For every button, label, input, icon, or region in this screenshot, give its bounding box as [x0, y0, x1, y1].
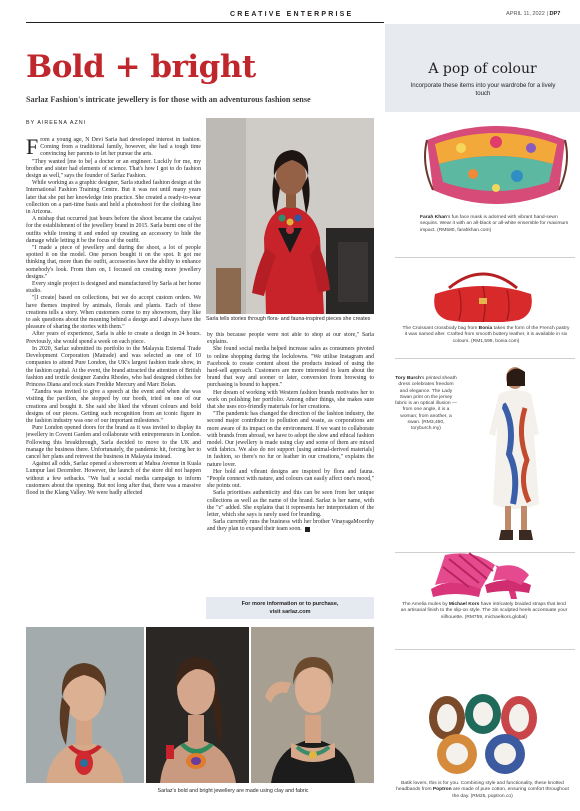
hero-photo	[206, 118, 374, 314]
article-paragraph: Against all odds, Sarlaz opened a showroom at Mahsa Avenue in Kuala Lumpur last December. However, the launch of the store did not happen without a few setbacks. "We had a social media campaign to inform customers about the opening. But not long after that, there was a massive flood in the Klang Valley. We were badly affected	[26, 461, 201, 496]
article-paragraph: "Zandra was invited to give a speech at the event and when she was visiting the pavilion, she stopped by our booth, tried on one of our creations and bought it. She said she liked the vibrant colours and bold designs of our pieces. Getting such recognition from an iconic figure in the fashion industry was one of our important milestones."	[26, 389, 201, 424]
article-paragraph: A mishap that occurred just hours before the shoot became the catalyst for the establishment of the jewellery brand in 2015. Sarla burnt one of the outfits while ironing it and ended up creating an accessory to hide the damage while letting it be the focus of the outfit.	[26, 216, 201, 244]
article-paragraph: Her bold and vibrant designs are inspired by flora and fauna. "People connect with nature, and colours can easily affect one's mood," she points out.	[207, 468, 374, 490]
sidebar	[385, 24, 580, 811]
info-line-1: For more information or to purchase,	[241, 601, 339, 607]
sheath-dress-image	[469, 364, 569, 544]
article-paragraph: In 2020, Sarlaz submitted its portfolio to the Malaysia External Trade Development Corporation (Matrade) and was selected as one of 10 companies to attend Pure London, the UK's largest fashion trade show, in the fashion capital. At the event, the brand attracted the attention of British fashion and textile designer Zandra Rhodes, who had designed clothes for Princess Diana and rock stars Freddie Mercury and Marc Bolan.	[26, 345, 201, 388]
article-paragraph: "The pandemic has changed the direction of the fashion industry, the second major contributor to pollution and waste, as corporations are more aware of its impact on the environment. If we want to collaborate with brands from abroad, we have to adopt the slow and ethical fashion model. Our jewellery is made using clay and some of them are mixed with fabrics. We also do not support [using animal-derived materials] in fashion, so there's no fur or leather in our creations," explains the nature lover.	[207, 411, 374, 468]
article-column-2	[207, 332, 374, 588]
issue-date: APRIL 11, 2022	[506, 11, 545, 17]
article-paragraph: Her dream of working with Western fashion brands motivates her to work on polishing her portfolio. Among other things, she makes sure that she uses eco-friendly materials for her creations.	[207, 389, 374, 411]
article-paragraph: "They wanted [me to be] a doctor or an engineer. Luckily for me, my brother and sister had elements of science. That's how I got to do fashion design as well," says the founder of Sarlaz Fashion.	[26, 158, 201, 180]
sidebar-divider	[395, 358, 575, 359]
croissant-bag-caption: The Croissant crossbody bag from Bonia takes the form of the French pastry it was named after. Crafted from smooth buttery leather, it is available in six colours. (RM1,599, bonia.com)	[402, 326, 570, 344]
amelia-mules-image	[425, 545, 537, 601]
article-paragraph: From a young age, N Devi Sarla had developed interest in fashion. Coming from a traditional family, however, she had a tough time convincing her parents to let her pursue the arts.	[26, 137, 201, 159]
sidebar-title: A pop of colour	[428, 61, 537, 77]
section-title: CREATIVE ENTERPRISE	[230, 11, 354, 18]
page-meta	[506, 11, 560, 17]
amelia-mules-caption: The Amelia mules by Michael Kors have intricately braided straps that lend an artisanal finish to the slip-on style. The 3in sculpted heels accentuate your silhouette. (RM759, michaelkors.global)	[400, 602, 568, 620]
brand-name: Tory Burch	[395, 376, 421, 381]
brand-name: Poptron	[432, 787, 452, 793]
face-mask-image	[421, 118, 571, 212]
meta-separator: |	[546, 11, 548, 17]
standfirst: Sarlaz Fashion's intricate jewellery is for those with an adventurous fashion sense	[26, 95, 311, 104]
sidebar-divider	[395, 649, 575, 650]
article-paragraph: Sarla currently runs the business with her brother VinayagaMoorthy and they plan to expand their team soon.	[207, 519, 374, 533]
batik-headbands-image	[427, 694, 539, 776]
article-paragraph: She found social media helped increase sales as consumers pivoted to online shopping during the lockdowns. "We utilise Instagram and Facebook to create content about the products instead of using the hard-sell approach. Customers are more interested to learn about the brand that way and sooner or later, conversion from browsing to purchasing is bound to happen."	[207, 346, 374, 389]
sidebar-divider	[395, 257, 575, 258]
byline: BY AIREENA AZNI	[26, 120, 87, 126]
article-paragraph: Every single project is designed and manufactured by Sarla at her home studio.	[26, 281, 201, 295]
hero-caption: Sarla tells stories through flora- and fauna-inspired pieces she creates	[206, 316, 371, 322]
article-paragraph: by this because people were not able to shop at our store," Sarla explains.	[207, 332, 374, 346]
article-column-1	[26, 137, 201, 633]
batik-headbands-caption: Batik lovers, this is for you. Combining style and functionality, these knotted headbands from Poptron are made of pure cotton, ensuring comfort throughout the day. (RM25, poptron.co)	[396, 781, 569, 799]
header-rule	[26, 22, 384, 23]
page-header	[0, 0, 580, 22]
article-paragraph: Pure London opened doors for the brand as it was invited to display its jewellery in Covent Garden and collaborate with entrepreneurs in London. Following this breakthrough, Sarla decided to move to the UK and manage the business there. Unfortunately, the pandemic hit, forcing her to cancel her plans and reinvest the business in Malaysia instead.	[26, 425, 201, 460]
brand-name: Bonia	[478, 326, 493, 331]
sidebar-subtitle: Incorporate these items into your wardrobe for a lively touch	[410, 82, 556, 98]
article-paragraph: "I made a piece of jewellery and during the shoot, a lot of people spotted it on the model. One person bought it on the spot. It got me thinking that, more than the outfit, accessories have the ability to enhance somebody's look. From then on, I focused on creating more jewellery designs."	[26, 245, 201, 280]
drop-cap: F	[26, 137, 39, 159]
info-link: visit sarlaz.com	[269, 609, 311, 615]
article-paragraph: After years of experience, Sarla is able to create a design in 24 hours. Previously, she would spend a week on each piece.	[26, 331, 201, 345]
page-number: DP7	[549, 11, 561, 17]
article-paragraph: "[I create] based on collections, but we do accept custom orders. We have themes inspired by animals, florals and plants. Each of these creations tells a story. When customers come to my showroom, they like to ask questions about the meaning behind a design and I always have the pleasure of sharing the stories with them."	[26, 295, 201, 331]
model-photo-left	[26, 627, 144, 783]
brand-name: Farah Khan	[420, 215, 447, 220]
model-photo-mid	[146, 627, 249, 783]
croissant-bag-image	[429, 270, 537, 322]
model-photo-right	[251, 627, 374, 783]
sheath-dress-caption: Tory Burch's printed sheath dress celebrates freedom and elegance. The Lady Swan print on the jersey fabric is an optical illusion — from one angle, it is a woman; from another, a swan. (RM3,450, toryburch.my)	[395, 376, 457, 432]
end-mark	[305, 527, 310, 532]
info-box	[206, 597, 374, 619]
face-mask-caption: Farah Khan's fun face mask is adorned with vibrant hand-sewn sequins. Wear it with an all-black or all-white ensemble for maximum impact. (RM580, farahkhan.com)	[420, 215, 569, 233]
headline: Bold + bright	[26, 49, 256, 85]
brand-name: Michael Kors	[448, 602, 480, 607]
article-paragraph: While working as a graphic designer, Sarla studied fashion design at the International Fashion Training Centre. But it was not until many years later that she put her knowledge into practice. She created a ready-to-wear collection on a part-time basis and held a photoshoot for the clothing line in Arizona.	[26, 180, 201, 216]
bottom-caption: Sarlaz's bold and bright jewellery are made using clay and fabric	[157, 788, 309, 794]
article-paragraph: Sarla prioritises authenticity and this can be seen from her unique collections as well as the name of the brand. Sarlaz is her name, with the "z" added. She explains that it represents her interpretation of the letter, which she says is rarely used for branding.	[207, 490, 374, 519]
